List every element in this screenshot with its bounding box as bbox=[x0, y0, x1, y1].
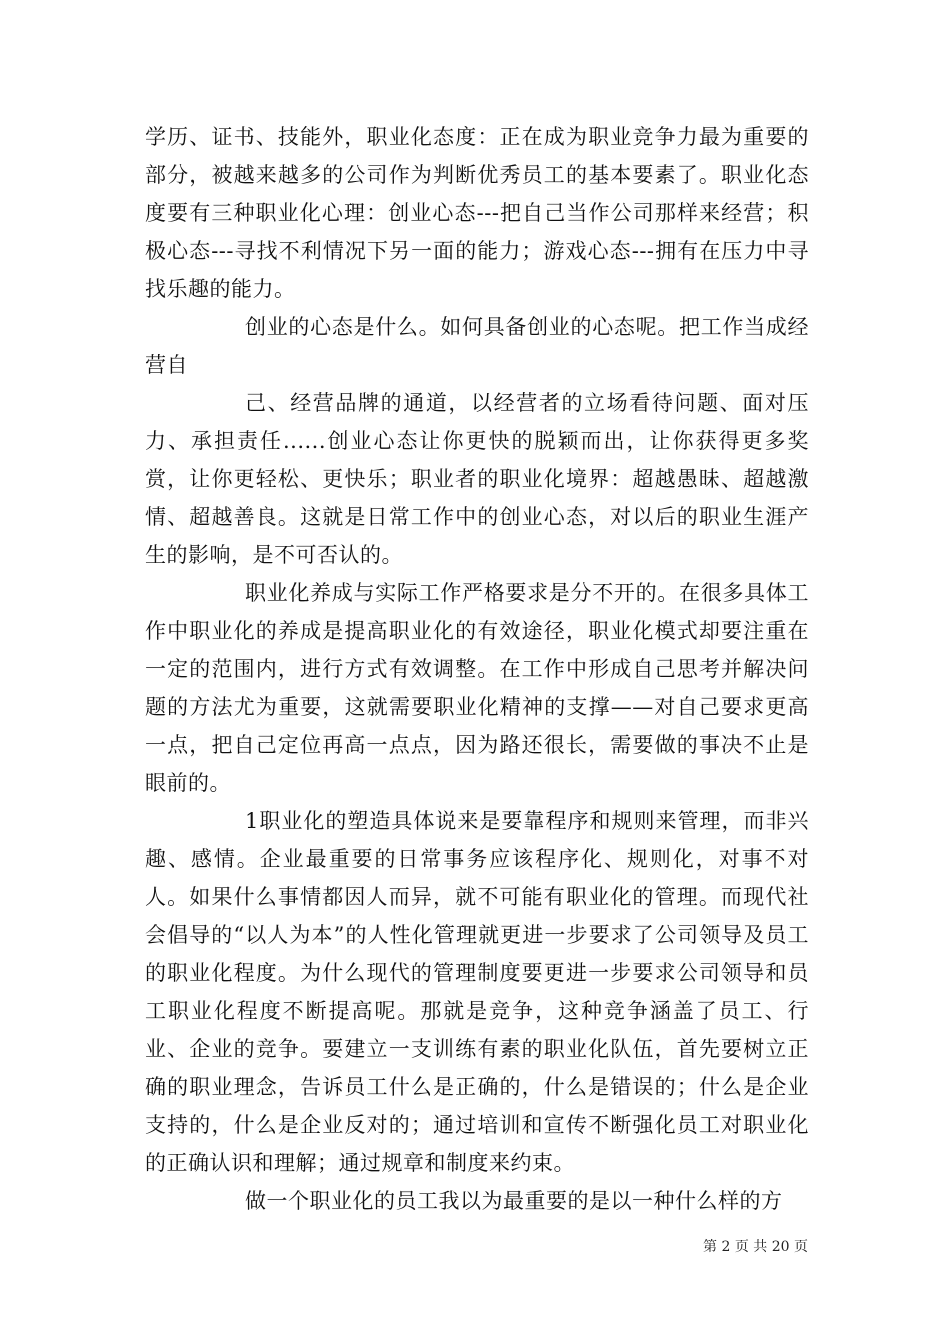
paragraph: 做一个职业化的员工我以为最重要的是以一种什么样的方 bbox=[245, 1189, 783, 1213]
page-number-footer: 第 2 页 共 20 页 bbox=[703, 1239, 808, 1255]
body-text bbox=[145, 118, 809, 1220]
paragraph: 创业的心态是什么。如何具备创业的心态呢。把工作当成经营自 bbox=[145, 315, 809, 377]
paragraph: 己、经营品牌的通道，以经营者的立场看待问题、面对压力、承担责任......创业心态让你更快的脱颖而出，让你获得更多奖赏，让你更轻松、更快乐；职业者的职业化境界：超越愚昧、超越激情、超越善良。这就是日常工作中的创业心态，对以后的职业生涯产生的影响，是不可否认的。 bbox=[145, 391, 809, 567]
paragraph: 学历、证书、技能外，职业化态度：正在成为职业竞争力最为重要的部分，被越来越多的公司作为判断优秀员工的基本要素了。职业化态度要有三种职业化心理：创业心态---把自己当作公司那样来经营；积极心态---寻找不利情况下另一面的能力；游戏心态---拥有在压力中寻找乐趣的能力。 bbox=[145, 125, 809, 301]
paragraph: 1职业化的塑造具体说来是要靠程序和规则来管理，而非兴趣、感情。企业最重要的日常事务应该程序化、规则化，对事不对人。如果什么事情都因人而异，就不可能有职业化的管理。而现代社会倡导的“以人为本”的人性化管理就更进一步要求了公司领导及员工的职业化程度。为什么现代的管理制度要更进一步要求公司领导和员工职业化程度不断提高呢。那就是竞争，这种竞争涵盖了员工、行业、企业的竞争。要建立一支训练有素的职业化队伍，首先要树立正确的职业理念，告诉员工什么是正确的，什么是错误的；什么是企业支持的，什么是企业反对的；通过培训和宣传不断强化员工对职业化的正确认识和理解；通过规章和制度来约束。 bbox=[145, 809, 809, 1175]
paragraph: 职业化养成与实际工作严格要求是分不开的。在很多具体工作中职业化的养成是提高职业化的有效途径，职业化模式却要注重在一定的范围内，进行方式有效调整。在工作中形成自己思考并解决问题的方法尤为重要，这就需要职业化精神的支撑——对自己要求更高一点，把自己定位再高一点点，因为路还很长，需要做的事决不止是眼前的。 bbox=[145, 581, 809, 795]
